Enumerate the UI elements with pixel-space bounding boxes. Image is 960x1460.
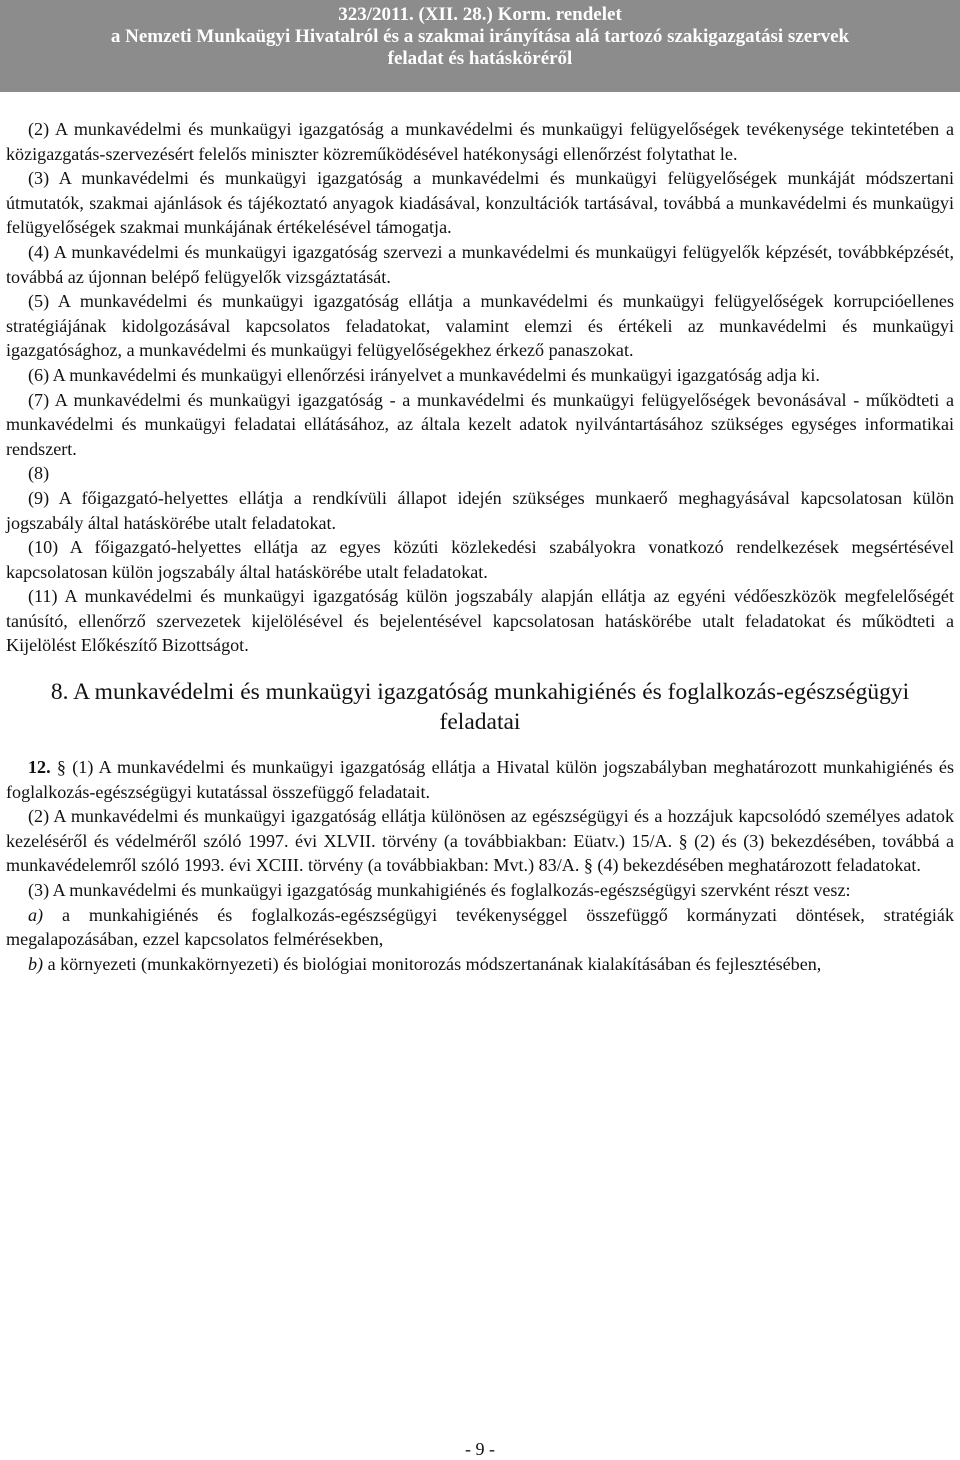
header-subtitle-line2: feladat és hatásköréről [387, 48, 573, 69]
document-header [0, 0, 960, 92]
point-b-text: a környezeti (munkakörnyezeti) és biológiai monitorozás módszertanának kialakításában és fejlesztésében, [47, 953, 822, 974]
point-a-text: a munkahigiénés és foglalkozás-egészségügyi tevékenységgel összefüggő kormányzati döntések, stratégiák megalapozásában, ezzel kapcsolatos felmérésekben, [6, 904, 954, 950]
paragraph-8: (8) [28, 463, 50, 484]
header-subtitle-line1: a Nemzeti Munkaügyi Hivatalról és a szakmai irányítása alá tartozó szakigazgatási szervek [110, 26, 850, 47]
paragraph-10: (10) A főigazgató-helyettes ellátja az egyes közúti közlekedési szabályokra vonatkozó rendelkezések megsértésével kapcsolatosan külön jogszabály által hatáskörébe utalt feladatokat. [6, 537, 954, 582]
page-number: - 9 - [465, 1439, 495, 1459]
paragraph-6: (6) A munkavédelmi és munkaügyi ellenőrzési irányelvet a munkavédelmi és munkaügyi igazgatóság adja ki. [28, 364, 820, 385]
section-sign: § [56, 757, 66, 778]
article-number: 12. [28, 757, 51, 778]
article-12-paragraph-3: (3) A munkavédelmi és munkaügyi igazgatóság munkahigiénés és foglalkozás-egészségügyi szervként részt vesz: [28, 880, 851, 901]
article-12-p1-text: (1) A munkavédelmi és munkaügyi igazgatóság ellátja a Hivatal külön jogszabályban meghatározott munkahigiénés és foglalkozás-egészségügyi kutatással összefüggő feladatait. [6, 757, 954, 802]
article-12-point-b [6, 952, 954, 977]
article-12-paragraph-2: (2) A munkavédelmi és munkaügyi igazgatóság ellátja különösen az egészségügyi és a hozzájuk kapcsolódó személyes adatok kezeléséről és védelméről szóló 1997. évi XLVII. törvény (a továbbiakban: Eüatv.) 15/A. § (2) és (3) bekezdésében, továbbá a munkavédelemről szóló 1993. évi XCIII. törvény (a továbbiakban: Mvt.) 83/A. § (4) bekezdésében meghatározott feladatokat. [6, 806, 954, 876]
paragraph-2: (2) A munkavédelmi és munkaügyi igazgatóság a munkavédelmi és munkaügyi felügyelőségek tevékenysége tekintetében a közigazgatás-szervezésért felelős miniszter közreműködésével hatékonysági ellenőrzést folytathat le. [6, 119, 954, 164]
paragraph-7: (7) A munkavédelmi és munkaügyi igazgatóság - a munkavédelmi és munkaügyi felügyelőségek bevonásával - működteti a munkavédelmi és munkaügyi feladatai ellátásához, az általa kezelt adatok nyilvántartásához szükséges egységes informatikai rendszert. [6, 389, 954, 459]
paragraph-11: (11) A munkavédelmi és munkaügyi igazgatóság külön jogszabály alapján ellátja az egyéni védőeszközök megfelelőségét tanúsító, ellenőrző szervezetek kijelölésével és bejelentésével kapcsolatosan hatáskörébe utalt feladatokat és működteti a Kijelölést Előkészítő Bizottságot. [6, 586, 954, 656]
point-a-label: a) [28, 904, 44, 925]
document-body [0, 117, 960, 976]
paragraph-9: (9) A főigazgató-helyettes ellátja a rendkívüli állapot idején szükséges munkaerő meghagyásával kapcsolatosan külön jogszabály által hatáskörébe utalt feladatokat. [6, 487, 954, 533]
header-title: 323/2011. (XII. 28.) Korm. rendelet [338, 4, 622, 25]
paragraph-5: (5) A munkavédelmi és munkaügyi igazgatóság ellátja a munkavédelmi és munkaügyi felügyelőségek korrupcióellenes stratégiájának kidolgozásával kapcsolatos feladatokat, valamint elemzi és értékeli az munkavédelmi és munkaügyi igazgatósághoz, a munkavédelmi és munkaügyi felügyelőségekhez érkező panaszokat. [6, 291, 954, 361]
article-12-point-a [6, 903, 954, 952]
paragraph-4: (4) A munkavédelmi és munkaügyi igazgatóság szervezi a munkavédelmi és munkaügyi felügyelők képzését, továbbképzését, továbbá az újonnan belépő felügyelők vizsgáztatását. [6, 241, 954, 287]
article-12-paragraph-1 [6, 755, 954, 804]
section-heading: 8. A munkavédelmi és munkaügyi igazgatóság munkahigiénés és foglalkozás-egészségügyi feladatai [50, 679, 910, 736]
point-b-label: b) [28, 953, 44, 974]
paragraph-3: (3) A munkavédelmi és munkaügyi igazgatóság a munkavédelmi és munkaügyi felügyelőségek munkáját módszertani útmutatók, szakmai ajánlások és tájékoztató anyagok kiadásával, konzultációk tartásával, továbbá a munkavédelmi és munkaügyi felügyelőségek szakmai munkájának értékelésével támogatja. [6, 168, 954, 238]
